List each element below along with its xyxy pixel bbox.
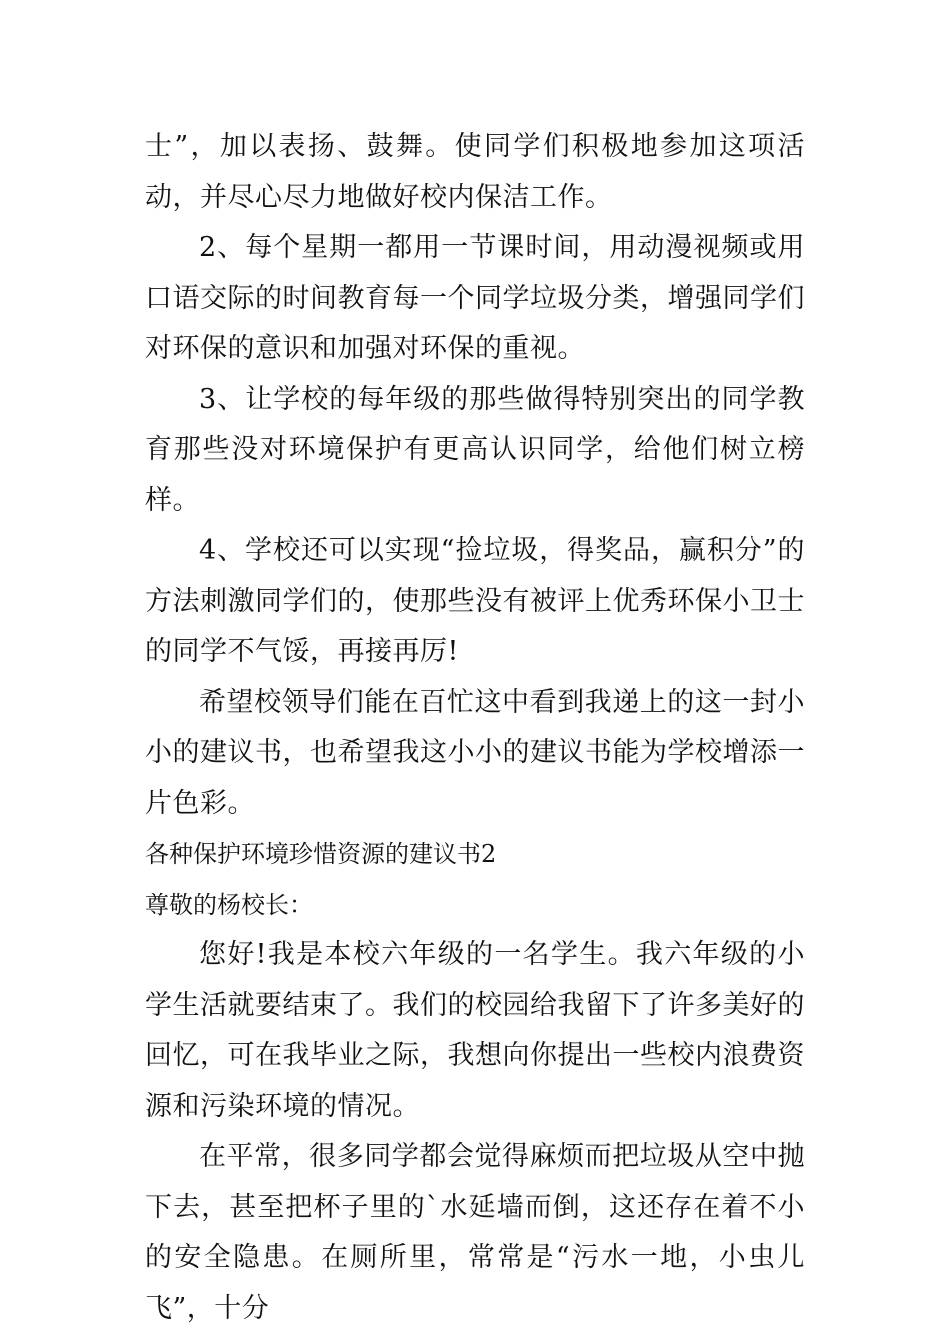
paragraph-suggestion-3: 3、让学校的每年级的那些做得特别突出的同学教育那些没对环境保护有更高认识同学，给他们树立榜样。 (145, 383, 805, 516)
paragraph-suggestion-4: 4、学校还可以实现“捡垃圾，得奖品，赢积分”的方法刺激同学们的，使那些没有被评上优秀环保小卫士的同学不气馁，再接再厉! (145, 535, 805, 667)
salutation: 尊敬的杨校长： (145, 890, 313, 919)
paragraph-campus-issues: 在平常，很多同学都会觉得麻烦而把垃圾从空中抛下去，甚至把杯子里的`水延墙而倒，这还存在着不小的安全隐患。在厕所里，常常是“污水一地，小虫儿飞”，十分 (145, 1141, 805, 1324)
document-page (145, 122, 805, 1334)
section-title: 各种保护环境珍惜资源的建议书2 (145, 840, 497, 868)
paragraph-suggestion-2: 2、每个星期一都用一节课时间，用动漫视频或用口语交际的时间教育每一个同学垃圾分类，增强同学们对环保的意识和加强对环保的重视。 (145, 232, 805, 364)
paragraph-closing-hope: 希望校领导们能在百忙这中看到我递上的这一封小小的建议书，也希望我这小小的建议书能为学校增添一片色彩。 (145, 686, 805, 819)
paragraph-greeting: 您好!我是本校六年级的一名学生。我六年级的小学生活就要结束了。我们的校园给我留下了许多美好的回忆，可在我毕业之际，我想向你提出一些校内浪费资源和污染环境的情况。 (145, 939, 805, 1122)
paragraph-commendation: 士”，加以表扬、鼓舞。使同学们积极地参加这项活动，并尽心尽力地做好校内保洁工作。 (145, 131, 805, 213)
